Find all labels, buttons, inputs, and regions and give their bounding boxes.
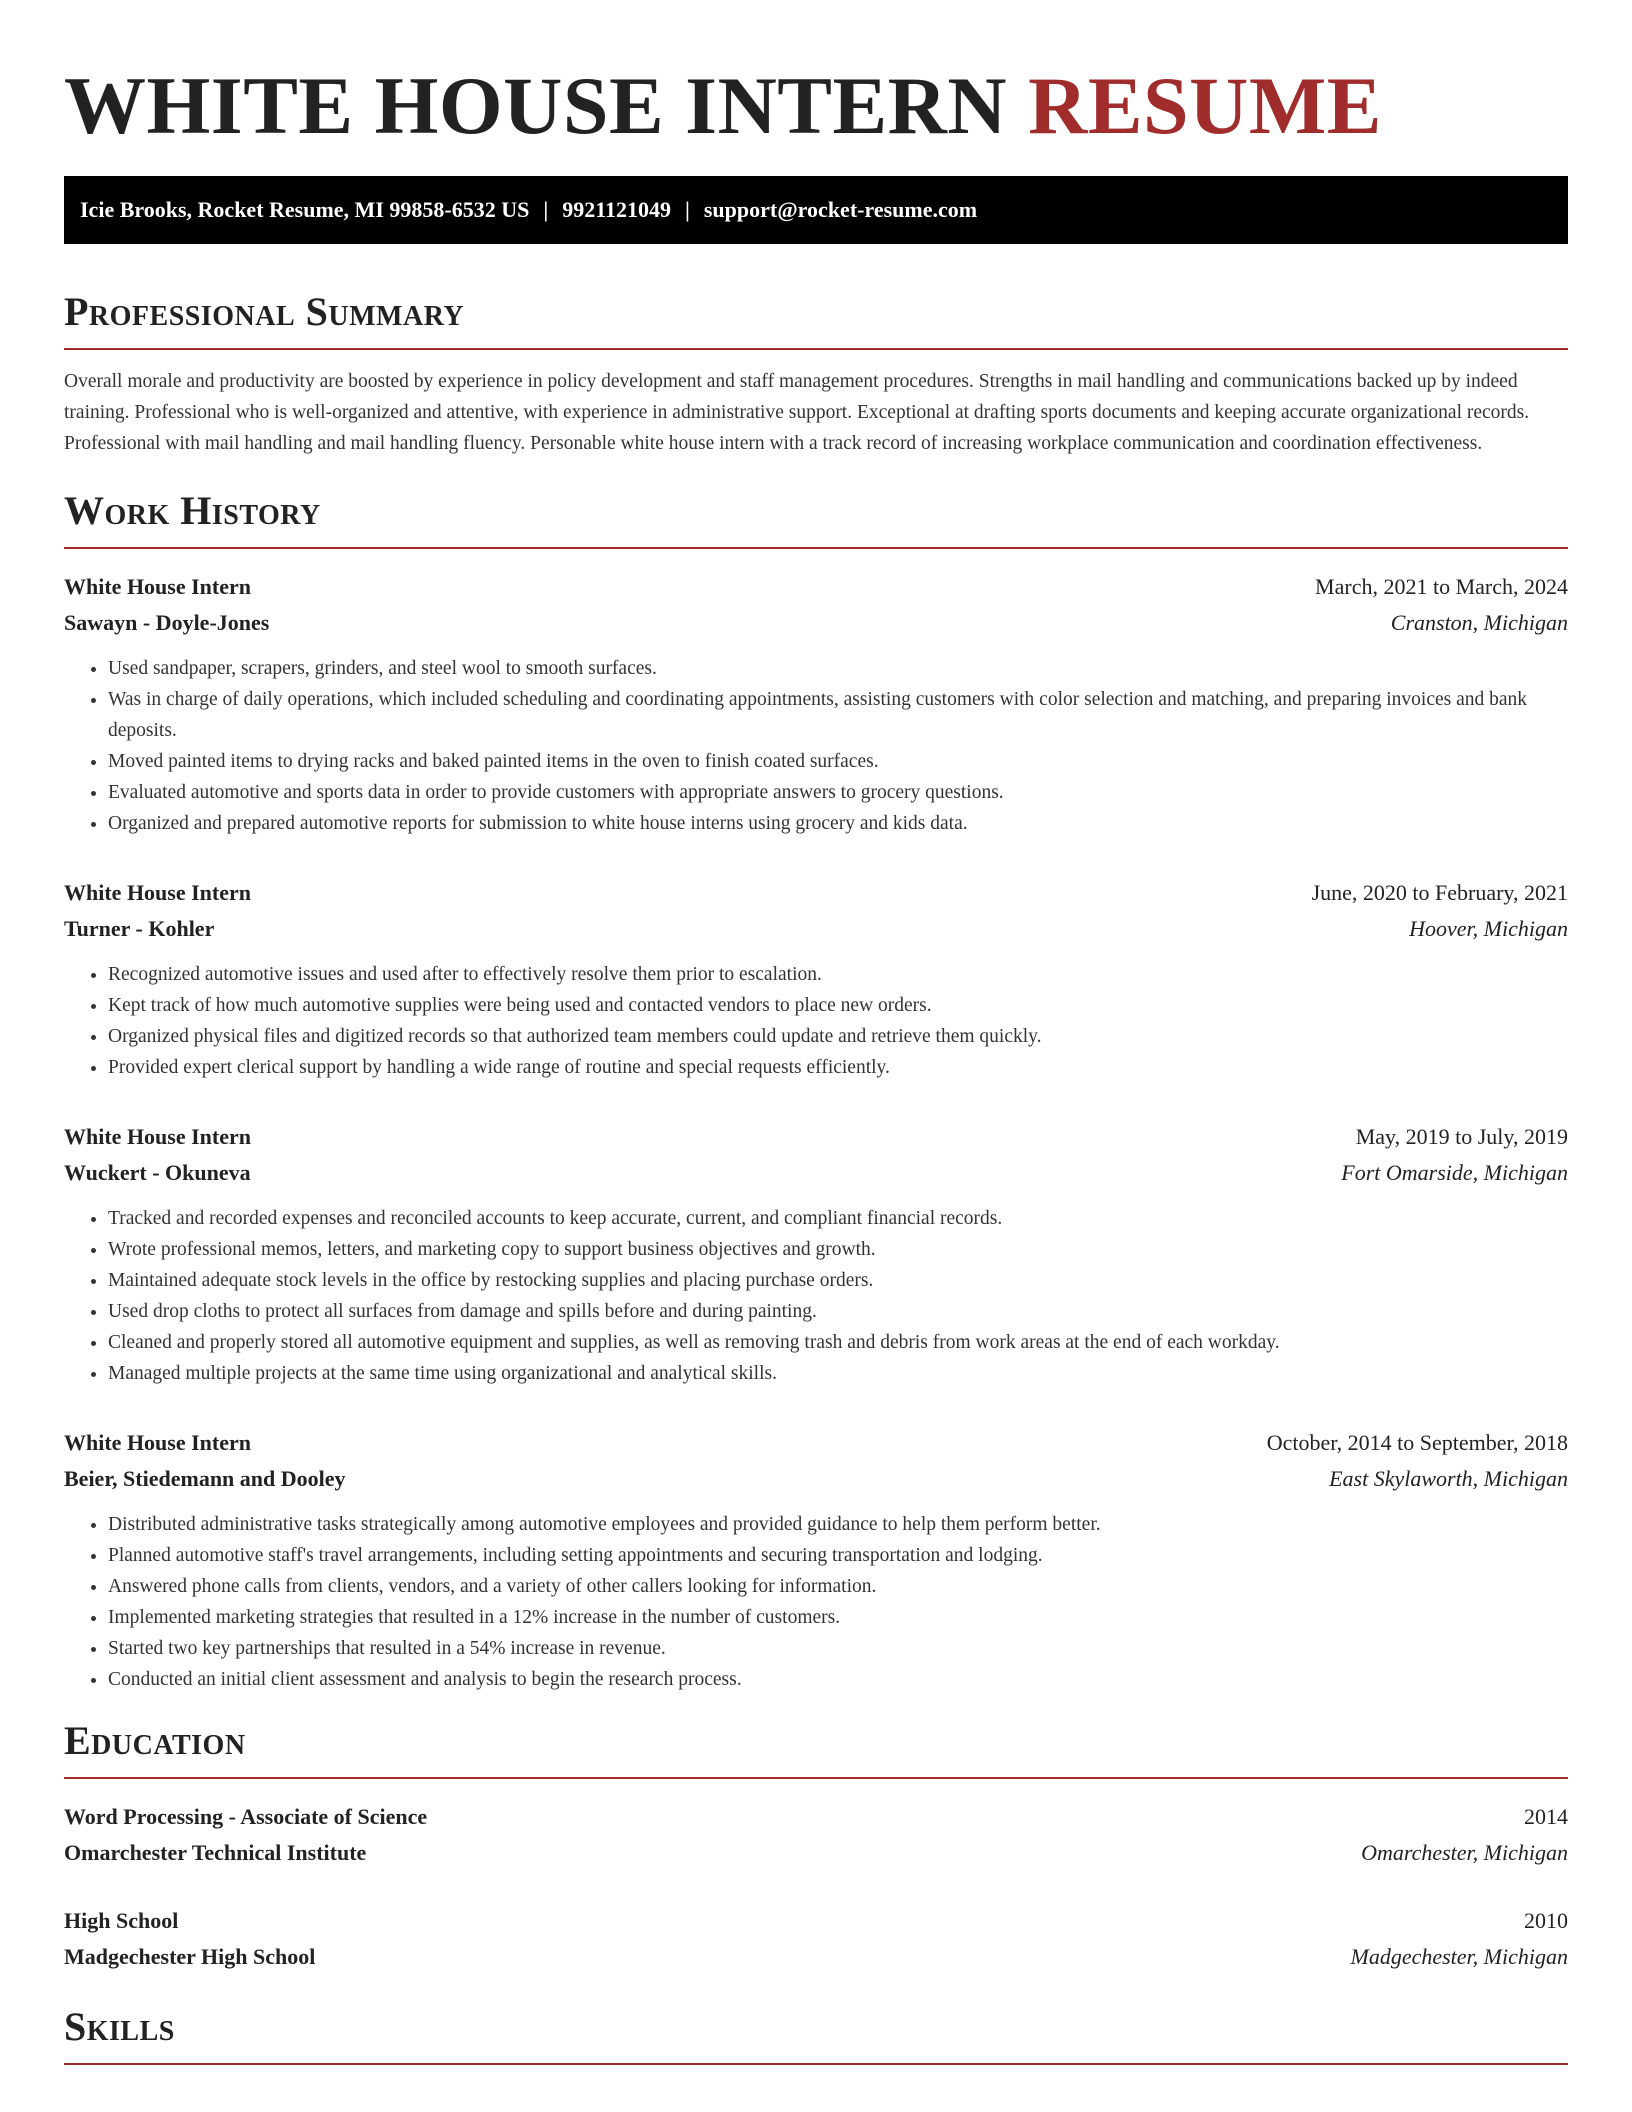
education-entry [64,1799,1568,1871]
job-bullet: • Planned automotive staff's travel arrangements, including setting appointments and securing transportation and lodging. [108,1540,1568,1571]
job-title-row [64,1119,1568,1155]
education-year: 2014 [1524,1804,1568,1829]
education-school: Madgechester High School [64,1944,316,1969]
job-company-row [64,911,1568,947]
job-bullet: • Conducted an initial client assessment and analysis to begin the research process. [108,1664,1568,1695]
contact-bar [64,176,1568,244]
job-bullet: • Kept track of how much automotive supplies were being used and contacted vendors to place new orders. [108,990,1568,1021]
skills-heading: Skills [64,2003,1568,2065]
job-title-row [64,569,1568,605]
job-company: Turner - Kohler [64,916,215,941]
job-bullet: • Managed multiple projects at the same time using organizational and analytical skills. [108,1358,1568,1389]
work-history-heading: Work History [64,487,1568,549]
job-bullets [64,1509,1568,1695]
job-bullet: • Wrote professional memos, letters, and marketing copy to support business objectives and growth. [108,1234,1568,1265]
job-entry [64,1119,1568,1389]
job-dates: October, 2014 to September, 2018 [1266,1430,1568,1455]
job-bullet: • Implemented marketing strategies that resulted in a 12% increase in the number of customers. [108,1602,1568,1633]
education-location: Omarchester, Michigan [1361,1840,1568,1865]
job-bullet: • Evaluated automotive and sports data in order to provide customers with appropriate answers to grocery questions. [108,777,1568,808]
job-entry [64,569,1568,839]
education-degree-row [64,1903,1568,1939]
job-location: Hoover, Michigan [1409,916,1568,941]
job-dates: June, 2020 to February, 2021 [1311,880,1568,905]
title-main: WHITE HOUSE INTERN [64,60,1008,151]
resume-page [64,0,1568,2065]
job-dates: March, 2021 to March, 2024 [1315,574,1568,599]
job-bullet: • Provided expert clerical support by handling a wide range of routine and special requests efficiently. [108,1052,1568,1083]
job-bullet: • Organized physical files and digitized records so that authorized team members could update and retrieve them quickly. [108,1021,1568,1052]
job-bullet: • Moved painted items to drying racks and baked painted items in the oven to finish coated surfaces. [108,746,1568,777]
job-bullet: • Distributed administrative tasks strategically among automotive employees and provided guidance to help them perform better. [108,1509,1568,1540]
education-year: 2010 [1524,1908,1568,1933]
job-dates: May, 2019 to July, 2019 [1355,1124,1568,1149]
contact-phone: 9921121049 [562,197,671,222]
summary-heading: Professional Summary [64,288,1568,350]
resume-title [64,0,1568,154]
job-company-row [64,1461,1568,1497]
title-accent: RESUME [1028,60,1382,151]
job-bullets [64,653,1568,839]
job-bullet: • Used sandpaper, scrapers, grinders, and steel wool to smooth surfaces. [108,653,1568,684]
job-bullet: • Started two key partnerships that resulted in a 54% increase in revenue. [108,1633,1568,1664]
job-bullet: • Tracked and recorded expenses and reconciled accounts to keep accurate, current, and compliant financial records. [108,1203,1568,1234]
job-bullet: • Recognized automotive issues and used after to effectively resolve them prior to escalation. [108,959,1568,990]
education-school-row [64,1835,1568,1871]
job-title: White House Intern [64,574,251,599]
job-company: Beier, Stiedemann and Dooley [64,1466,346,1491]
education-location: Madgechester, Michigan [1350,1944,1568,1969]
education-school: Omarchester Technical Institute [64,1840,367,1865]
job-location: Fort Omarside, Michigan [1341,1160,1568,1185]
education-school-row [64,1939,1568,1975]
contact-separator: | [543,197,549,222]
contact-separator: | [685,197,690,222]
job-bullet: • Used drop cloths to protect all surfaces from damage and spills before and during painting. [108,1296,1568,1327]
job-location: Cranston, Michigan [1390,610,1568,635]
job-bullets [64,1203,1568,1389]
job-bullet: • Was in charge of daily operations, which included scheduling and coordinating appointments, assisting customers with color selection and matching, and preparing invoices and bank deposits. [108,684,1568,746]
job-bullet: • Cleaned and properly stored all automotive equipment and supplies, as well as removing trash and debris from work areas at the end of each workday. [108,1327,1568,1358]
job-entry [64,1425,1568,1695]
education-degree-row [64,1799,1568,1835]
job-bullet: • Organized and prepared automotive reports for submission to white house interns using grocery and kids data. [108,808,1568,839]
job-company: Sawayn - Doyle-Jones [64,610,270,635]
contact-email: support@rocket-resume.com [703,197,978,222]
job-company: Wuckert - Okuneva [64,1160,251,1185]
job-company-row [64,605,1568,641]
education-entry [64,1903,1568,1975]
job-bullet: • Maintained adequate stock levels in the office by restocking supplies and placing purchase orders. [108,1265,1568,1296]
contact-address: Icie Brooks, Rocket Resume, MI 99858-6532 US [80,197,530,222]
job-title: White House Intern [64,1124,251,1149]
job-title: White House Intern [64,1430,251,1455]
job-entry [64,875,1568,1083]
education-degree: High School [64,1908,179,1933]
job-title-row [64,1425,1568,1461]
job-company-row [64,1155,1568,1191]
job-bullet: • Answered phone calls from clients, vendors, and a variety of other callers looking for information. [108,1571,1568,1602]
job-title: White House Intern [64,880,251,905]
education-degree: Word Processing - Associate of Science [64,1804,428,1829]
job-title-row [64,875,1568,911]
summary-text: Overall morale and productivity are boosted by experience in policy development and staff management procedures. Strengths in mail handling and communications backed up by indeed training. Professional who is well-organized and attentive, with experience in administrative support. Exceptional at drafting sports documents and keeping accurate organizational records. Professional with mail handling and mail handling fluency. Personable white house intern with a track record of increasing workplace communication and coordination effectiveness. [64,371,1530,454]
job-location: East Skylaworth, Michigan [1329,1466,1568,1491]
education-heading: Education [64,1717,1568,1779]
job-bullets [64,959,1568,1083]
